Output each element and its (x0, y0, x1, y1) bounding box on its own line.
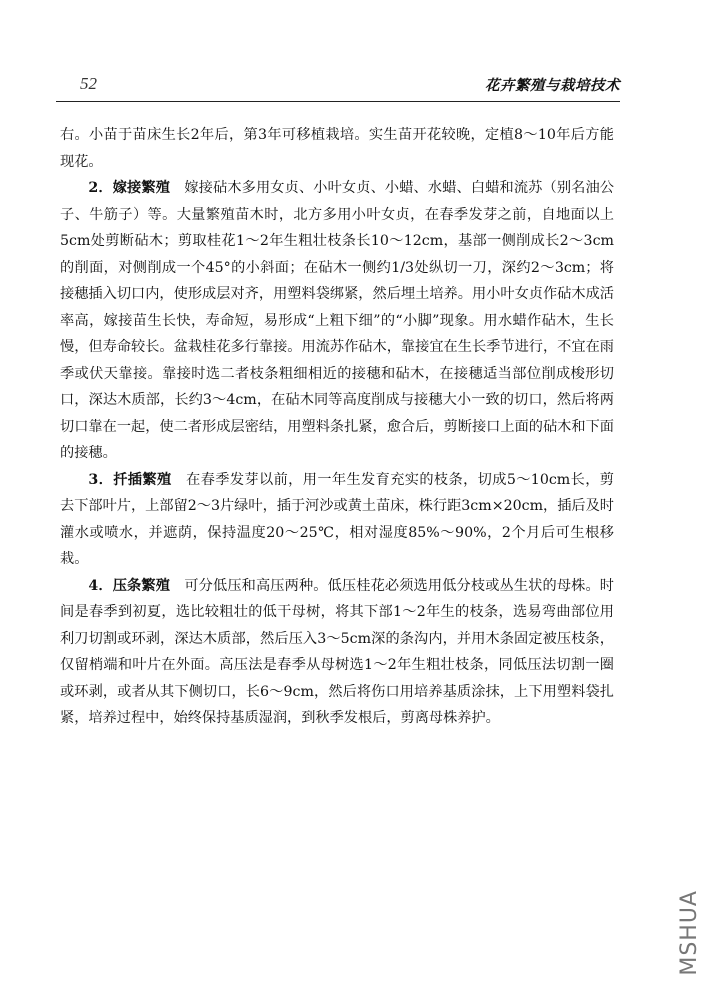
section-layering (60, 573, 614, 732)
book-title: 花卉繁殖与栽培技术 (485, 78, 620, 94)
section-text: 嫁接砧木多用女贞、小叶女贞、小蜡、水蜡、白蜡和流苏（别名油公子、牛筋子）等。大量繁殖苗木时，北方多用小叶女贞，在春季发芽之前，自地面以上5cm处剪断砧木；剪取桂花1～2年生粗壮枝条长10～12cm，基部一侧削成长2～3cm的削面，对侧削成一个45°的小斜面；在砧木一侧约1/3处纵切一刀，深约2～3cm；将接穗插入切口内，使形成层对齐，用塑料袋绑紧，然后埋土培养。用小叶女贞作砧木成活率高，嫁接苗生长快，寿命短，易形成“上粗下细”的“小脚”现象。用水蜡作砧木，生长慢，但寿命较长。盆栽桂花多行靠接。用流苏作砧木，靠接宜在生长季节进行，不宜在雨季或伏天靠接。靠接时选二者枝条粗细相近的接穗和砧木，在接穗适当部位削成梭形切口，深达木质部，长约3～4cm，在砧木同等高度削成与接穗大小一致的切口，然后将两切口靠在一起，使二者形成层密结，用塑料条扎紧，愈合后，剪断接口上面的砧木和下面的接穗。 (60, 180, 614, 461)
section-grafting (60, 175, 614, 467)
page-number: 52 (80, 74, 97, 93)
header-divider (56, 101, 620, 102)
section-text: 在春季发芽以前，用一年生发育充实的枝条，切成5～10cm长，剪去下部叶片，上部留2～3片绿叶，插于河沙或黄土苗床，株行距3cm×20cm，插后及时灌水或喷水，并遮荫，保持温度20～25℃，相对湿度85%～90%，2个月后可生根移栽。 (60, 471, 614, 567)
paragraph-continuation: 右。小苗于苗床生长2年后，第3年可移植栽培。实生苗开花较晚，定植8～10年后方能现花。 (60, 127, 614, 170)
section-title: 4．压条繁殖 (88, 577, 171, 594)
page-body (60, 122, 614, 732)
page-header (60, 74, 620, 100)
section-text: 可分低压和高压两种。低压桂花必须选用低分枝或丛生状的母株。时间是春季到初夏，选比较粗壮的低干母树，将其下部1～2年生的枝条，选易弯曲部位用利刀切割或环剥，深达木质部，然后压入3～5cm深的条沟内，并用木条固定被压枝条，仅留梢端和叶片在外面。高压法是春季从母树选1～2年生粗壮枝条，同低压法切割一圈或环剥，或者从其下侧切口，长6～9cm，然后将伤口用培养基质涂抹，上下用塑料袋扎紧，培养过程中，始终保持基质湿润，到秋季发根后，剪离母株养护。 (60, 577, 614, 726)
section-title: 3．扦插繁殖 (88, 471, 172, 488)
watermark: MSHUA (677, 890, 702, 976)
section-cutting (60, 467, 614, 573)
section-title: 2．嫁接繁殖 (88, 180, 171, 196)
